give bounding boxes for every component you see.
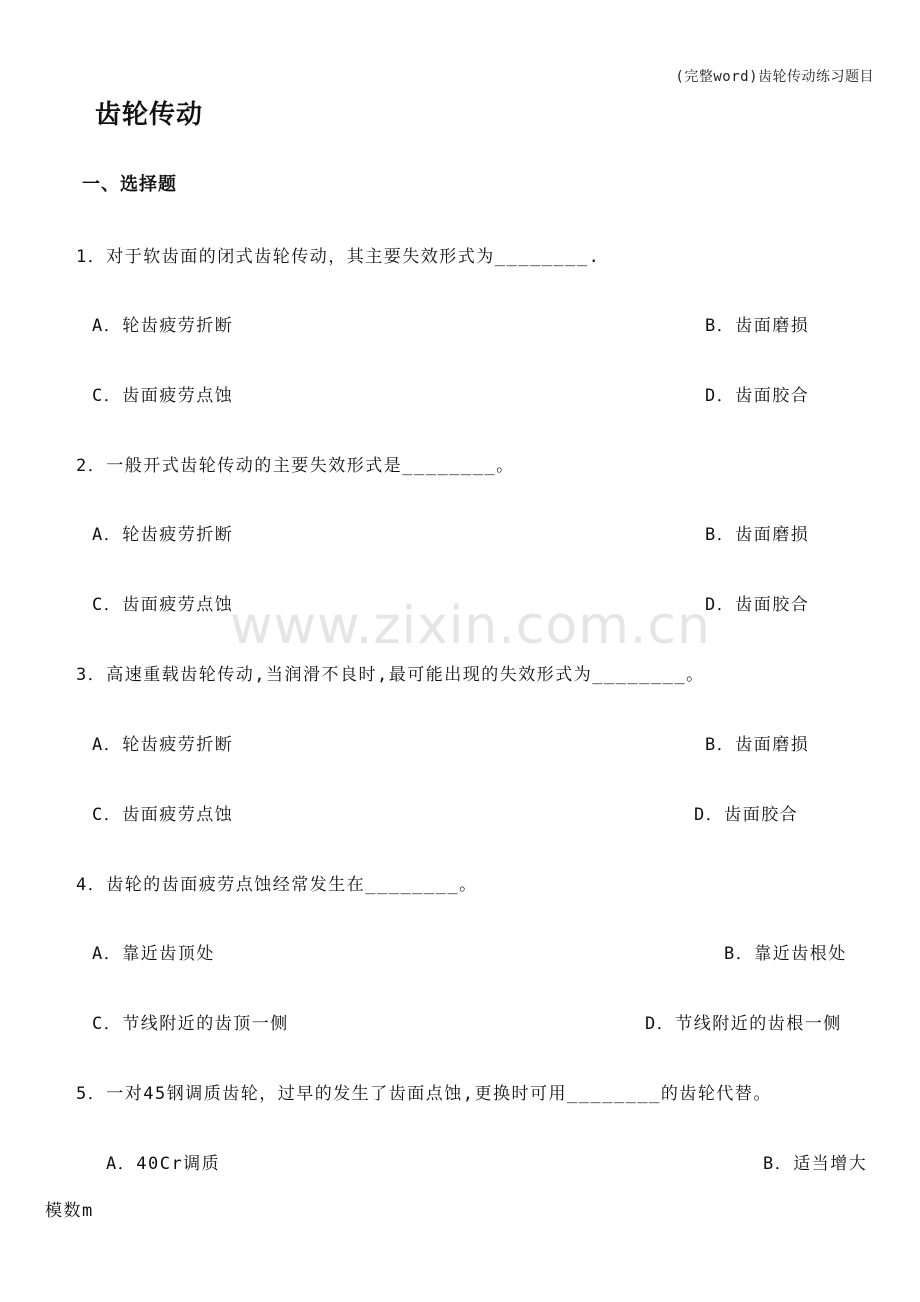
question-5-option-b: B．适当增大 xyxy=(763,1154,868,1174)
question-1-option-d: D．齿面胶合 xyxy=(705,386,810,406)
question-1-option-b: B．齿面磨损 xyxy=(705,316,810,336)
question-4: 4．齿轮的齿面疲劳点蚀经常发生在________。 xyxy=(76,875,478,895)
question-2-option-d: D．齿面胶合 xyxy=(705,595,810,615)
question-4-option-c: C．节线附近的齿顶一侧 xyxy=(92,1014,289,1034)
question-4-option-b: B．靠近齿根处 xyxy=(724,944,847,964)
question-3: 3．高速重载齿轮传动,当润滑不良时,最可能出现的失效形式为________。 xyxy=(76,665,705,685)
question-5: 5．一对45钢调质齿轮，过早的发生了齿面点蚀,更换时可用________的齿轮代替。 xyxy=(76,1084,772,1104)
question-1-option-c: C．齿面疲劳点蚀 xyxy=(92,386,234,406)
question-1-option-a: A．轮齿疲劳折断 xyxy=(92,316,234,336)
question-3-option-d: D．齿面胶合 xyxy=(694,805,799,825)
question-5-option-a: A．40Cr调质 xyxy=(106,1154,221,1174)
question-3-option-c: C．齿面疲劳点蚀 xyxy=(92,805,234,825)
header-note: (完整word)齿轮传动练习题目 xyxy=(675,69,874,85)
option-b-continuation: 模数m xyxy=(45,1201,94,1221)
question-2-option-c: C．齿面疲劳点蚀 xyxy=(92,595,234,615)
question-1: 1．对于软齿面的闭式齿轮传动，其主要失效形式为________. xyxy=(76,247,601,267)
question-3-option-a: A．轮齿疲劳折断 xyxy=(92,735,234,755)
question-4-option-a: A．靠近齿顶处 xyxy=(92,944,215,964)
question-2: 2．一般开式齿轮传动的主要失效形式是________。 xyxy=(76,456,515,476)
document-title: 齿轮传动 xyxy=(95,100,204,130)
question-2-option-a: A．轮齿疲劳折断 xyxy=(92,525,234,545)
question-2-option-b: B．齿面磨损 xyxy=(705,525,810,545)
section-title: 一、选择题 xyxy=(82,174,177,195)
question-4-option-d: D．节线附近的齿根一侧 xyxy=(645,1014,842,1034)
watermark: www.zixin.com.cn xyxy=(230,596,711,656)
question-3-option-b: B．齿面磨损 xyxy=(705,735,810,755)
